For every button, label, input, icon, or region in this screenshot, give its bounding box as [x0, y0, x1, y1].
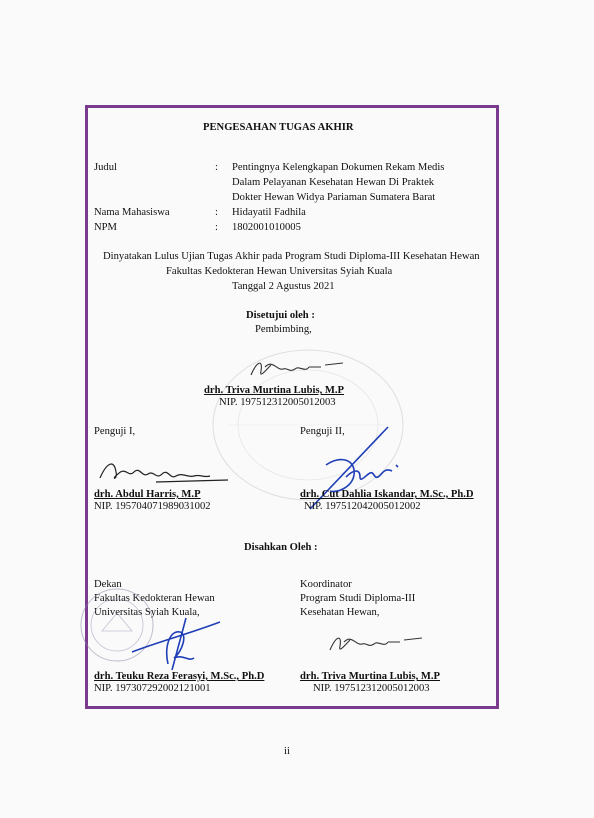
page-number: ii [284, 746, 290, 757]
dean-signature [128, 612, 228, 672]
dean-title: Dekan [94, 579, 122, 590]
examiner2-role: Penguji II, [300, 426, 345, 437]
coordinator-program: Program Studi Diploma-III [300, 593, 416, 604]
page-title: PENGESAHAN TUGAS AKHIR [203, 122, 354, 133]
npm-separator: : [215, 222, 218, 233]
examiner1-name: drh. Abdul Harris, M.P [94, 489, 201, 500]
supervisor-nip: NIP. 197512312005012003 [219, 397, 336, 408]
nama-label: Nama Mahasiswa [94, 207, 170, 218]
judul-value-line3: Dokter Hewan Widya Pariaman Sumatera Barat [232, 192, 436, 203]
judul-value-line2: Dalam Pelayanan Kesehatan Hewan Di Praktek [232, 177, 435, 188]
dean-nip: NIP. 197307292002121001 [94, 683, 211, 694]
nama-separator: : [215, 207, 218, 218]
ratified-heading: Disahkan Oleh : [244, 542, 318, 553]
approved-heading: Disetujui oleh : [246, 310, 315, 321]
approved-role: Pembimbing, [255, 324, 312, 335]
judul-separator: : [215, 162, 218, 173]
statement-line2: Fakultas Kedokteran Hewan Universitas Syiah Kuala [166, 266, 393, 277]
dean-name: drh. Teuku Reza Ferasyi, M.Sc., Ph.D [94, 671, 265, 682]
dean-faculty: Fakultas Kedokteran Hewan [94, 593, 215, 604]
coordinator-department: Kesehatan Hewan, [300, 607, 380, 618]
supervisor-signature [247, 355, 347, 383]
npm-label: NPM [94, 222, 117, 233]
coordinator-name: drh. Triva Murtina Lubis, M.P [300, 671, 440, 682]
coordinator-title: Koordinator [300, 579, 352, 590]
coordinator-nip: NIP. 197512312005012003 [313, 683, 430, 694]
examiner1-signature [96, 454, 236, 486]
statement-date: Tanggal 2 Agustus 2021 [232, 281, 335, 292]
judul-value-line1: Pentingnya Kelengkapan Dokumen Rekam Medis [232, 162, 445, 173]
examiner2-name: drh. Cut Dahlia Iskandar, M.Sc., Ph.D [300, 489, 474, 500]
examiner1-nip: NIP. 195704071989031002 [94, 501, 211, 512]
coordinator-signature [326, 628, 426, 658]
dean-university: Universitas Syiah Kuala, [94, 607, 200, 618]
supervisor-name: drh. Triva Murtina Lubis, M.P [204, 385, 344, 396]
statement-line1: Dinyatakan Lulus Ujian Tugas Akhir pada Program Studi Diploma-III Kesehatan Hewan [103, 251, 480, 262]
examiner2-nip: NIP. 197512042005012002 [304, 501, 421, 512]
examiner1-role: Penguji I, [94, 426, 136, 437]
nama-value: Hidayatil Fadhila [232, 207, 306, 218]
judul-label: Judul [94, 162, 117, 173]
npm-value: 1802001010005 [232, 222, 301, 233]
